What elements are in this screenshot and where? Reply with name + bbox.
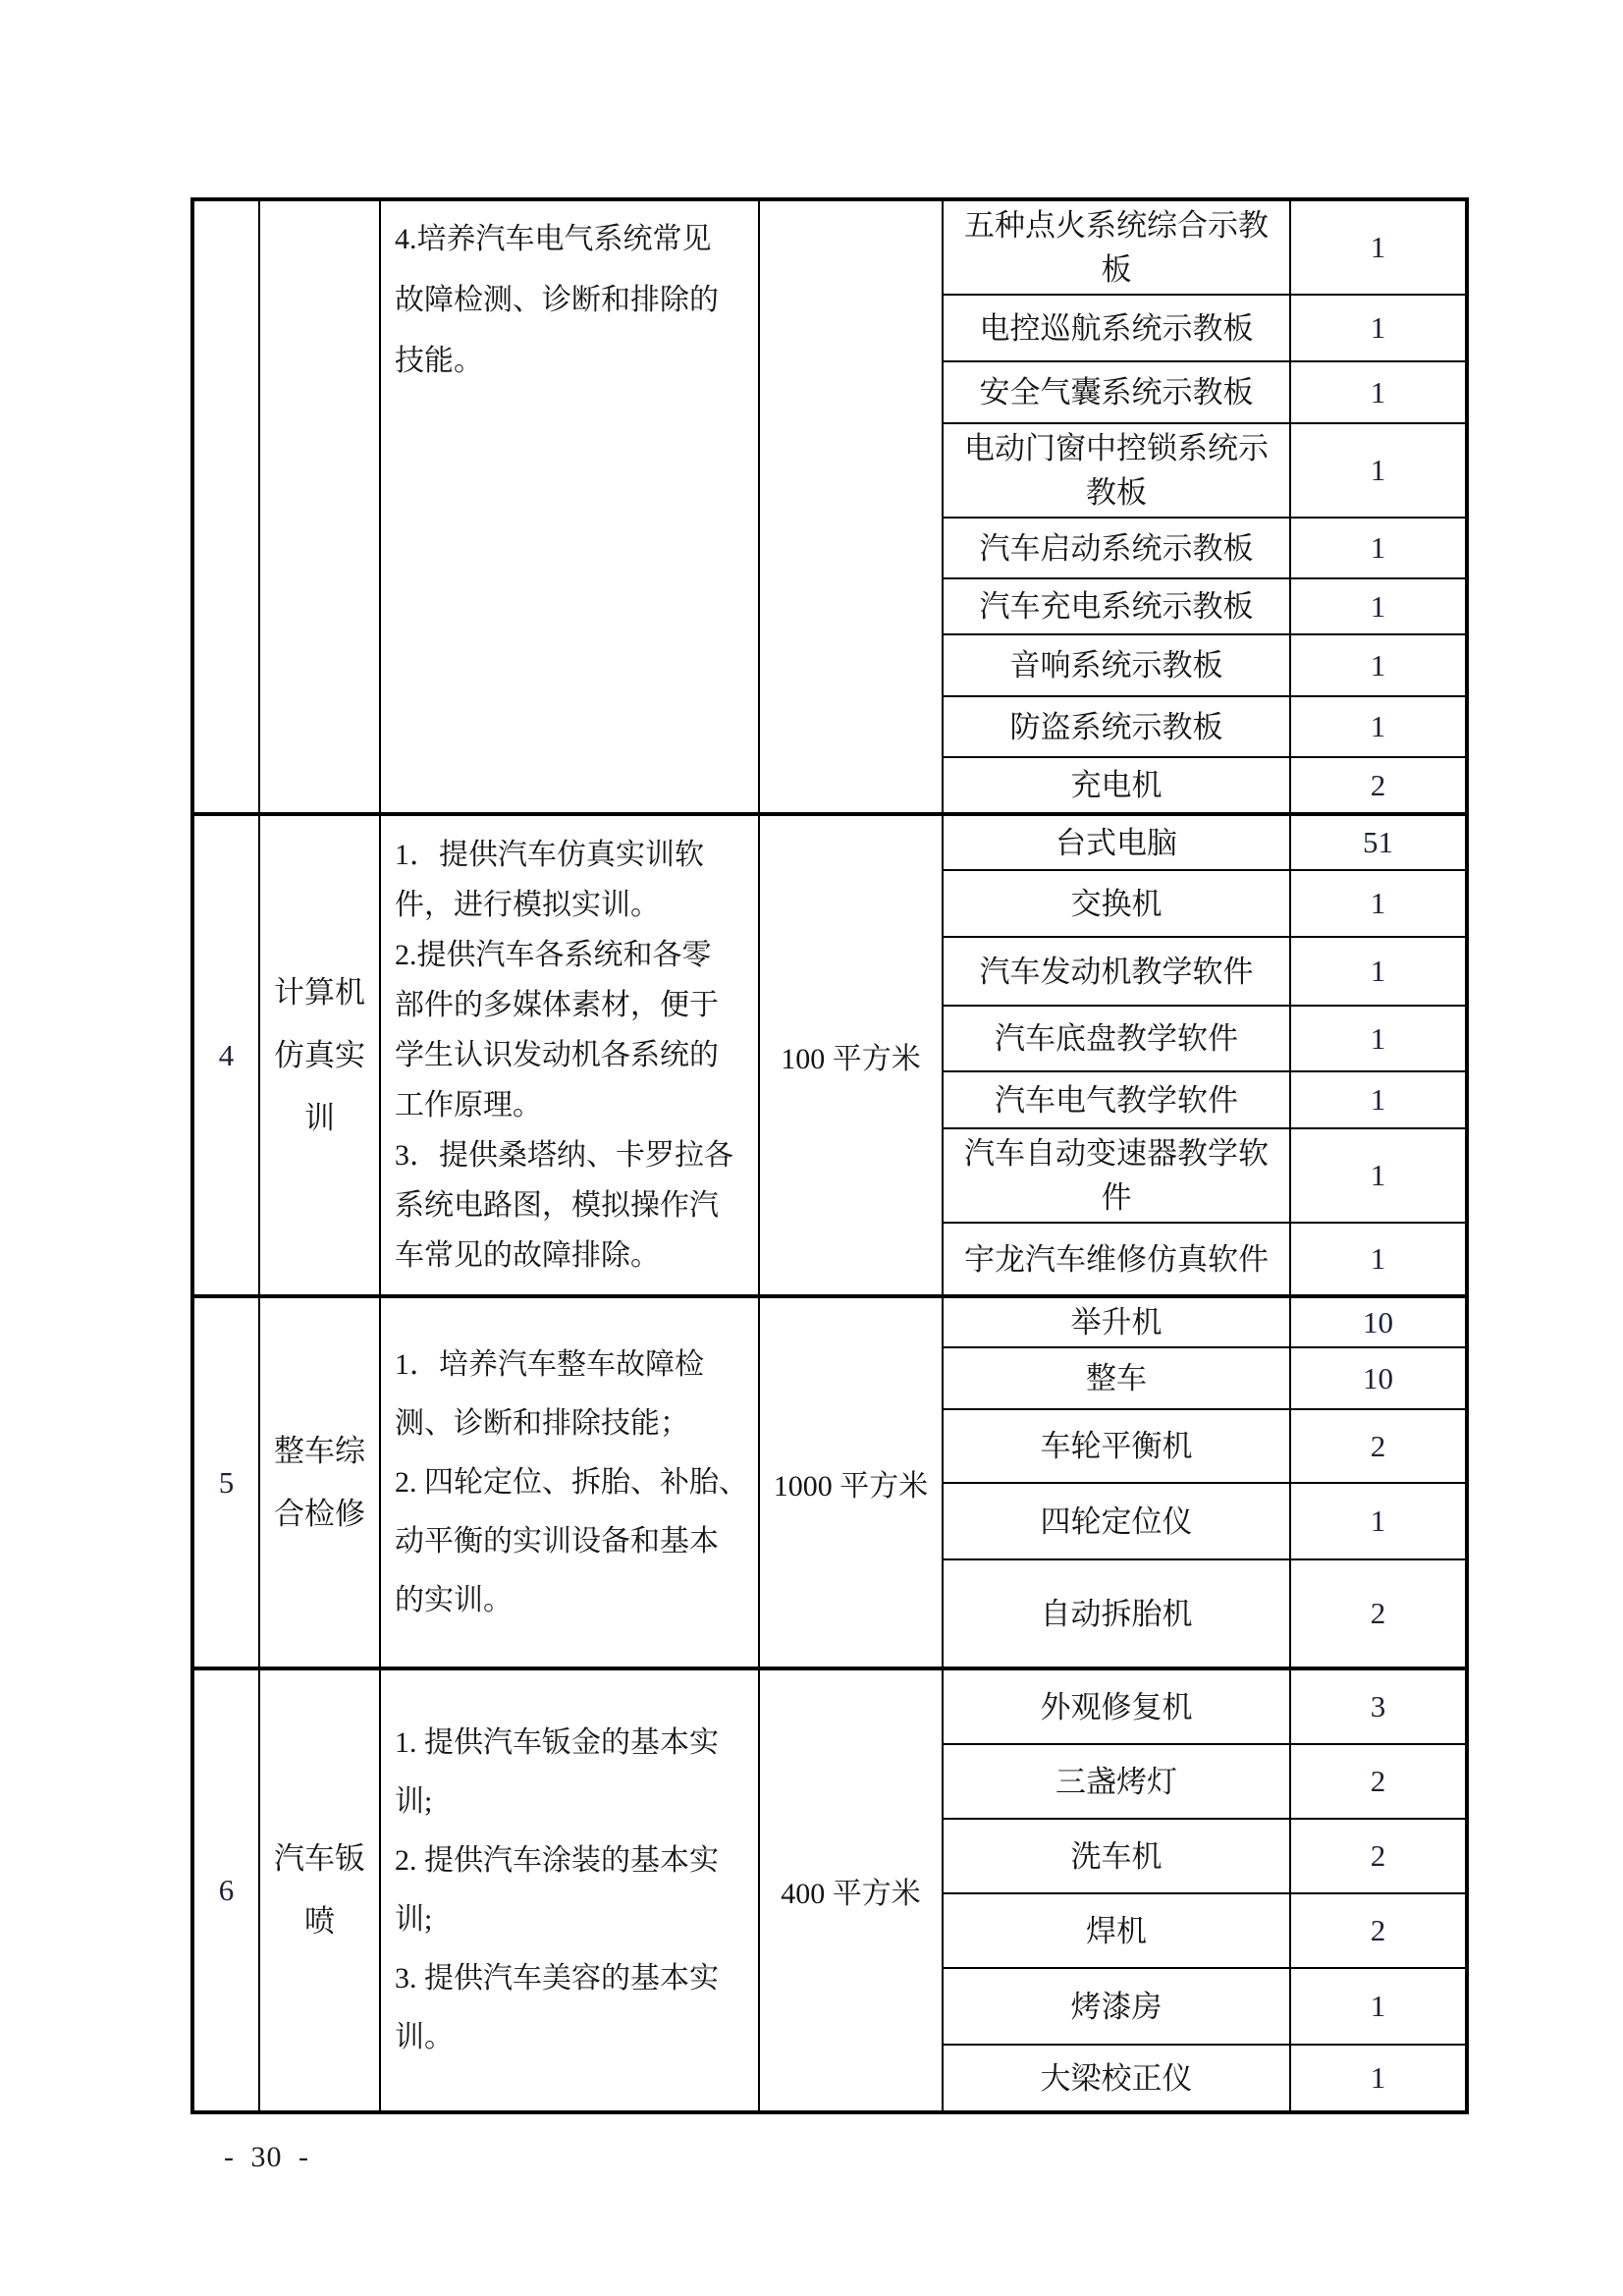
room-area: 100 平方米	[759, 814, 943, 1296]
room-name: 整车综合检修	[259, 1296, 380, 1668]
equipment-qty: 3	[1290, 1668, 1467, 1744]
equipment-qty: 1	[1290, 1071, 1467, 1128]
equipment-name: 宇龙汽车维修仿真软件	[943, 1223, 1290, 1296]
equipment-name: 汽车发动机教学软件	[943, 937, 1290, 1006]
equipment-name: 电动门窗中控锁系统示教板	[943, 423, 1290, 518]
room-name: 汽车钣喷	[259, 1668, 380, 2112]
equipment-name: 安全气囊系统示教板	[943, 361, 1290, 423]
equipment-name: 汽车自动变速器教学软件	[943, 1128, 1290, 1223]
equipment-qty: 1	[1290, 1483, 1467, 1559]
page-number: - 30 -	[224, 2141, 309, 2173]
equipment-qty: 1	[1290, 361, 1467, 423]
equipment-name: 大梁校正仪	[943, 2045, 1290, 2112]
equipment-qty: 1	[1290, 423, 1467, 518]
equipment-name: 五种点火系统综合示教板	[943, 199, 1290, 295]
equipment-qty: 1	[1290, 870, 1467, 937]
equipment-name: 洗车机	[943, 1819, 1290, 1893]
equipment-qty: 1	[1290, 1223, 1467, 1296]
equipment-qty: 1	[1290, 634, 1467, 696]
equipment-name: 举升机	[943, 1296, 1290, 1347]
equipment-qty: 2	[1290, 1819, 1467, 1893]
equipment-qty: 1	[1290, 937, 1467, 1006]
equipment-name: 三盏烤灯	[943, 1744, 1290, 1819]
equipment-name: 整车	[943, 1347, 1290, 1409]
equipment-name: 焊机	[943, 1893, 1290, 1968]
room-name: 计算机仿真实训	[259, 814, 380, 1296]
room-area: 400 平方米	[759, 1668, 943, 2112]
equipment-name: 外观修复机	[943, 1668, 1290, 1744]
training-rooms-table	[190, 197, 1469, 2114]
equipment-name: 车轮平衡机	[943, 1409, 1290, 1483]
equipment-name: 电控巡航系统示教板	[943, 295, 1290, 361]
room-area: 1000 平方米	[759, 1296, 943, 1668]
equipment-qty: 2	[1290, 1409, 1467, 1483]
equipment-qty: 51	[1290, 814, 1467, 870]
section-number: 5	[192, 1296, 259, 1668]
equipment-name: 汽车底盘教学软件	[943, 1006, 1290, 1071]
equipment-qty: 10	[1290, 1296, 1467, 1347]
equipment-qty: 1	[1290, 696, 1467, 757]
equipment-name: 充电机	[943, 757, 1290, 814]
equipment-qty: 1	[1290, 1006, 1467, 1071]
function-description: 4.培养汽车电气系统常见 故障检测、诊断和排除的 技能。	[380, 199, 759, 814]
equipment-name: 自动拆胎机	[943, 1559, 1290, 1668]
equipment-name: 汽车启动系统示教板	[943, 518, 1290, 578]
equipment-qty: 1	[1290, 1128, 1467, 1223]
equipment-name: 交换机	[943, 870, 1290, 937]
equipment-qty: 1	[1290, 295, 1467, 361]
equipment-qty: 2	[1290, 757, 1467, 814]
section-number	[192, 199, 259, 814]
equipment-qty: 2	[1290, 1893, 1467, 1968]
equipment-name: 四轮定位仪	[943, 1483, 1290, 1559]
equipment-name: 汽车电气教学软件	[943, 1071, 1290, 1128]
equipment-qty: 10	[1290, 1347, 1467, 1409]
room-name	[259, 199, 380, 814]
function-description: 1. 提供汽车钣金的基本实 训; 2. 提供汽车涂装的基本实 训; 3. 提供汽车美容的基本实 训。	[380, 1668, 759, 2112]
room-area	[759, 199, 943, 814]
equipment-name: 防盗系统示教板	[943, 696, 1290, 757]
equipment-name: 台式电脑	[943, 814, 1290, 870]
section-number: 6	[192, 1668, 259, 2112]
equipment-qty: 1	[1290, 518, 1467, 578]
equipment-qty: 1	[1290, 199, 1467, 295]
equipment-qty: 1	[1290, 578, 1467, 634]
equipment-name: 烤漆房	[943, 1968, 1290, 2045]
function-description: 1．提供汽车仿真实训软 件，进行模拟实训。 2.提供汽车各系统和各零 部件的多媒体素材，便于 学生认识发动机各系统的 工作原理。 3．提供桑塔纳、卡罗拉各 系统电路图，模拟操作汽 车常见的故障排除。	[380, 814, 759, 1296]
section-number: 4	[192, 814, 259, 1296]
function-description: 1．培养汽车整车故障检 测、诊断和排除技能； 2. 四轮定位、拆胎、补胎、 动平衡的实训设备和基本 的实训。	[380, 1296, 759, 1668]
equipment-qty: 1	[1290, 1968, 1467, 2045]
equipment-qty: 2	[1290, 1744, 1467, 1819]
equipment-name: 音响系统示教板	[943, 634, 1290, 696]
equipment-qty: 1	[1290, 2045, 1467, 2112]
equipment-name: 汽车充电系统示教板	[943, 578, 1290, 634]
equipment-qty: 2	[1290, 1559, 1467, 1668]
